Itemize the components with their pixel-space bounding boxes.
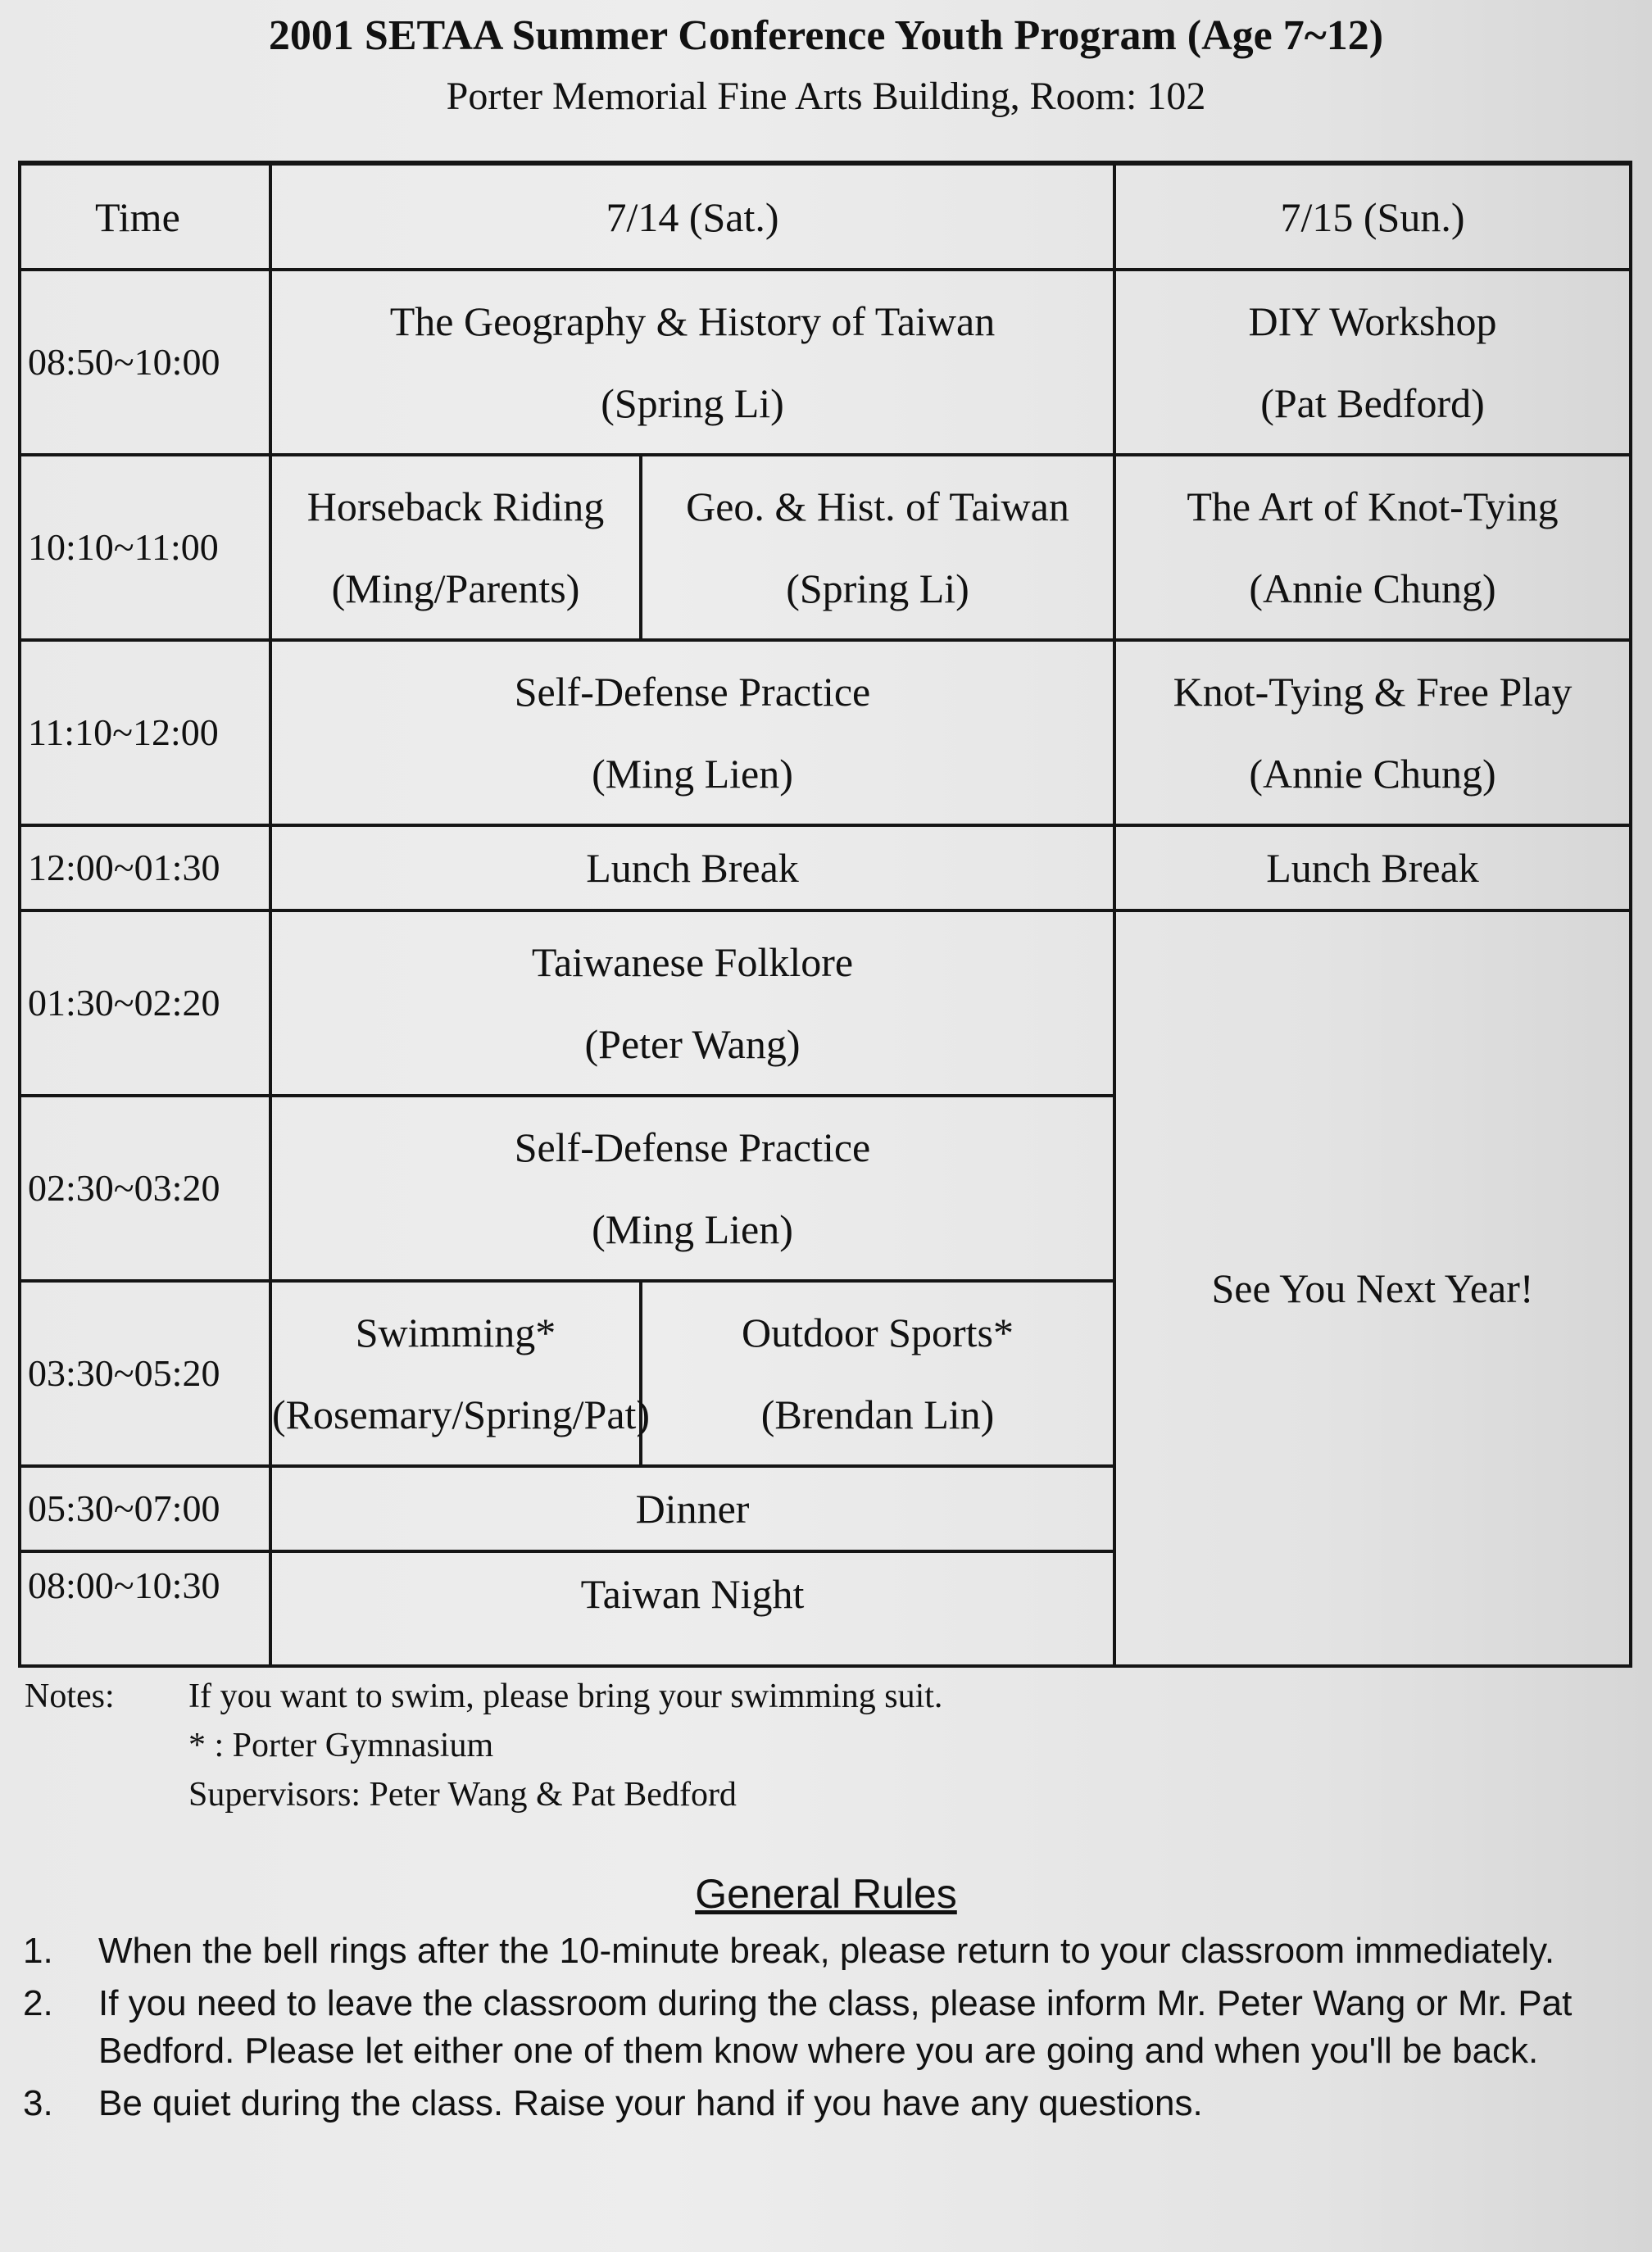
header-day2: 7/15 (Sun.) xyxy=(1114,163,1631,270)
header-day1: 7/14 (Sat.) xyxy=(270,163,1114,270)
table-row xyxy=(20,270,1631,455)
time-cell: 08:50~10:00 xyxy=(20,270,270,455)
rule-text: When the bell rings after the 10-minute break, please return to your classroom immediately. xyxy=(98,1931,1555,1971)
notes-line: * : Porter Gymnasium xyxy=(188,1727,494,1764)
session-leader: (Rosemary/Spring/Pat) xyxy=(272,1392,651,1437)
session-leader: (Annie Chung) xyxy=(1249,751,1496,797)
session-title: Taiwanese Folklore xyxy=(531,939,854,985)
time-cell: 01:30~02:20 xyxy=(20,910,270,1096)
notes-section xyxy=(25,1672,942,1819)
rule-number: 1. xyxy=(23,1931,53,1971)
session-title: The Art of Knot-Tying xyxy=(1187,484,1559,529)
time-cell: 02:30~03:20 xyxy=(20,1096,270,1281)
rule-text: If you need to leave the classroom during the class, please inform Mr. Peter Wang or Mr. Pat Bedford. Please let either one of them know where you are going and when you'll be back. xyxy=(98,1983,1573,2071)
session-cell xyxy=(270,1096,1114,1281)
session-leader: (Annie Chung) xyxy=(1249,565,1496,611)
list-item xyxy=(23,1927,1637,1975)
session-cell xyxy=(1114,640,1631,825)
session-leader: (Peter Wang) xyxy=(584,1021,801,1067)
notes-line: Supervisors: Peter Wang & Pat Bedford xyxy=(188,1776,737,1814)
rule-number: 2. xyxy=(23,1983,53,2023)
time-cell: 05:30~07:00 xyxy=(20,1466,270,1551)
session-leader: (Brendan Lin) xyxy=(760,1392,995,1437)
session-cell xyxy=(270,1281,651,1466)
list-item xyxy=(23,2080,1637,2127)
session-title: DIY Workshop xyxy=(1248,298,1497,344)
notes-line: If you want to swim, please bring your swimming suit. xyxy=(188,1678,943,1715)
session-cell xyxy=(270,455,641,640)
session-leader: (Spring Li) xyxy=(601,380,784,426)
rule-text: Be quiet during the class. Raise your hand if you have any questions. xyxy=(98,2083,1203,2123)
session-cell xyxy=(641,1281,1114,1466)
session-title: The Geography & History of Taiwan xyxy=(389,298,996,344)
rule-number: 3. xyxy=(23,2083,53,2123)
session-title: Taiwan Night xyxy=(270,1551,1114,1666)
session-title: Outdoor Sports* xyxy=(742,1310,1014,1355)
table-header-row xyxy=(20,163,1631,270)
page-title: 2001 SETAA Summer Conference Youth Program (Age 7~12) xyxy=(268,12,1384,59)
session-title: Knot-Tying & Free Play xyxy=(1173,669,1573,715)
rules-title: General Rules xyxy=(695,1871,957,1917)
table-row xyxy=(20,910,1631,1096)
session-title: Self-Defense Practice xyxy=(514,1124,871,1170)
time-cell: 11:10~12:00 xyxy=(20,640,270,825)
time-cell: 08:00~10:30 xyxy=(20,1551,270,1666)
table-row xyxy=(20,455,1631,640)
session-cell xyxy=(641,455,1114,640)
session-title: Horseback Riding xyxy=(306,484,605,529)
session-title: Self-Defense Practice xyxy=(514,669,871,715)
session-leader: (Pat Bedford) xyxy=(1260,380,1485,426)
session-leader: (Ming/Parents) xyxy=(331,565,580,611)
notes-label: Notes: xyxy=(25,1678,115,1715)
list-item xyxy=(23,1980,1637,2075)
time-cell: 10:10~11:00 xyxy=(20,455,270,640)
session-cell xyxy=(1114,270,1631,455)
session-cell xyxy=(270,640,1114,825)
schedule-table xyxy=(18,161,1632,1668)
rules-list xyxy=(23,1927,1637,2132)
time-cell: 12:00~01:30 xyxy=(20,825,270,910)
session-title: Lunch Break xyxy=(1114,825,1631,910)
session-cell xyxy=(1114,455,1631,640)
session-title: Swimming* xyxy=(355,1310,556,1355)
session-title: Lunch Break xyxy=(270,825,1114,910)
table-row xyxy=(20,825,1631,910)
session-leader: (Spring Li) xyxy=(786,565,969,611)
table-row xyxy=(20,640,1631,825)
session-leader: (Ming Lien) xyxy=(592,1206,793,1252)
session-title: Geo. & Hist. of Taiwan xyxy=(686,484,1069,529)
session-title: See You Next Year! xyxy=(1114,910,1631,1666)
page-subtitle: Porter Memorial Fine Arts Building, Room: 102 xyxy=(446,75,1206,118)
session-cell xyxy=(270,270,1114,455)
session-title: Dinner xyxy=(270,1466,1114,1551)
header-time: Time xyxy=(20,163,270,270)
session-leader: (Ming Lien) xyxy=(592,751,793,797)
time-cell: 03:30~05:20 xyxy=(20,1281,270,1466)
session-cell xyxy=(270,910,1114,1096)
